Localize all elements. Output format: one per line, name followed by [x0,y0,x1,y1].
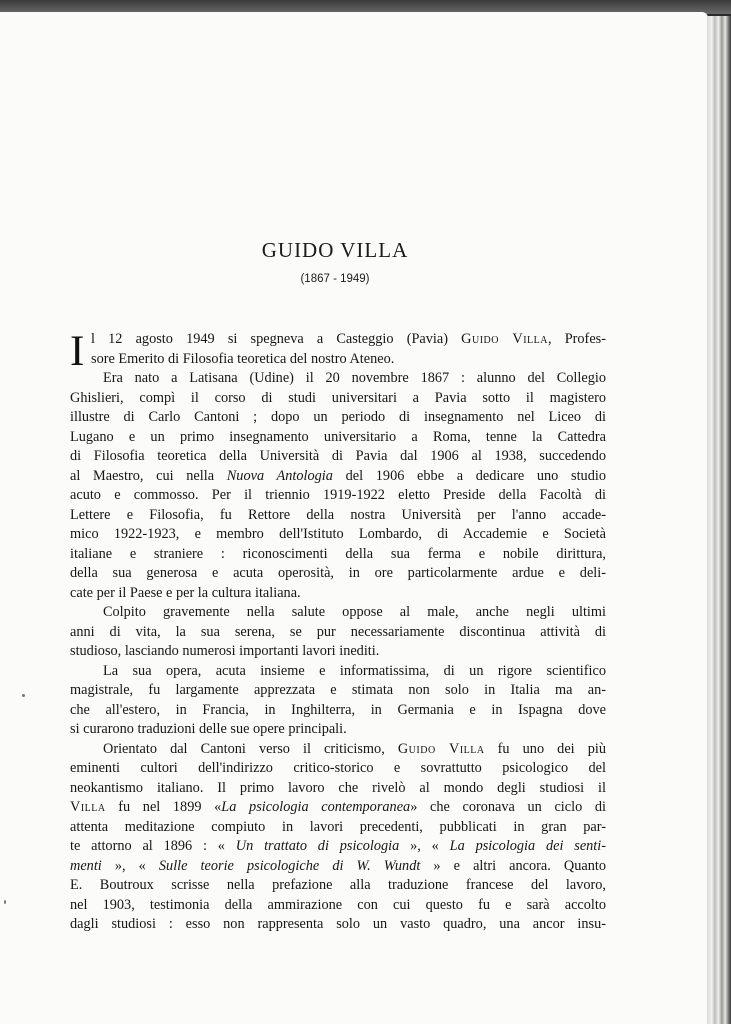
text-line [70,896,606,916]
text-segment: » e altri ancora. Quanto [420,857,607,874]
italic-title: La psicologia dei senti- [449,838,607,854]
text-segment: La sua opera, acuta insieme e informatissima, di un rigore scientifico [103,662,606,679]
text-segment: neokantismo italiano. Il primo lavoro che rivelò al mondo degli studiosi il [70,779,606,796]
author-name: Villa [70,799,106,815]
text-segment: , Profes- [547,331,606,347]
text-segment: attenta meditazione compiuto in lavori precedenti, pubblicati in gran par- [70,818,606,835]
text-segment: al Maestro, cui nella [70,467,227,484]
text-line [70,701,606,721]
text-line [70,369,606,389]
text-segment: si curarono traduzioni delle sue opere principali. [70,721,347,737]
text-segment: di Filosofia teoretica della Università di Pavia dal 1906 al 1938, succedendo [70,448,606,464]
text-line [70,857,606,877]
text-segment: anni di vita, la sua serena, se pur necessariamente discontinua attività di [70,623,606,640]
italic-title: Sulle teorie psicologiche di W. Wundt [158,857,421,874]
text-segment: Orientato dal Cantoni verso il criticismo, [103,740,398,757]
text-line [70,506,606,526]
text-line [70,486,606,506]
text-line [70,915,606,935]
drop-cap: I [70,328,85,375]
text-segment: » che coronava un ciclo di [410,799,607,815]
text-segment: della sua generosa e acuta operosità, in ore particolarmente ardue e deli- [70,565,606,581]
scan-speck [22,694,25,697]
text-line [70,623,606,643]
text-line [70,876,606,896]
text-line [70,681,606,701]
text-segment: Ghislieri, compì il corso di studi universitari a Pavia sotto il magistero [70,389,606,406]
text-line [70,564,606,584]
article-dates: (1867 - 1949) [300,273,370,285]
text-segment: del 1906 ebbe a dedicare uno studio [332,467,606,484]
text-segment: acuto e commosso. Per il triennio 1919-1922 eletto Preside della Facoltà di [70,487,606,503]
text-line [70,662,606,682]
article-title: GUIDO VILLA [261,238,409,262]
text-line [70,447,606,467]
text-segment: te attorno al 1896 : « [70,838,236,854]
text-line [70,603,606,623]
text-line [70,545,606,565]
text-line [70,642,606,662]
text-segment: mico 1922-1923, e membro dell'Istituto Lombardo, di Accademie e Società [70,526,606,542]
text-segment: magistrale, fu largamente apprezzata e stimata non solo in Italia ma an- [70,682,606,698]
text-line [70,779,606,799]
text-line [70,759,606,779]
article-body [70,330,606,935]
text-line [70,720,606,740]
author-name: Guido Villa [397,740,485,757]
text-segment: eminenti cultori dell'indirizzo critico-storico e sovrattutto psicologico del [70,760,606,776]
italic-title: Nuova Antologia [226,467,333,484]
italic-title: menti [70,857,102,874]
text-segment: E. Boutroux scrisse nella prefazione alla traduzione francese del lavoro, [70,877,606,893]
italic-title: La psicologia contemporanea [221,799,411,815]
author-name: Guido Villa [461,331,548,347]
text-line [70,818,606,838]
text-segment: nel 1903, testimonia della ammirazione con cui questo fu e sarà accolto [70,896,606,913]
text-line [70,408,606,428]
text-line [70,330,606,350]
text-line [70,467,606,487]
text-line [70,428,606,448]
text-line [70,837,606,857]
text-segment: Lettere e Filosofia, fu Rettore della nostra Università per l'anno accade- [70,506,606,523]
text-segment: italiane e straniere : riconoscimenti della sua ferma e nobile dirittura, [70,545,606,562]
text-segment: fu uno dei più [484,740,606,757]
text-segment: fu nel 1899 « [105,799,222,815]
text-segment: cate per il Paese e per la cultura italiana. [70,584,301,601]
text-segment: Era nato a Latisana (Udine) il 20 novembre 1867 : alunno del Collegio [103,370,606,386]
text-segment: », « [399,838,450,854]
text-segment: Lugano e un primo insegnamento universitario a Roma, tenne la Cattedra [70,428,606,445]
text-segment: dagli studiosi : esso non rappresenta solo un vasto quadro, una ancor insu- [70,916,606,932]
text-segment: Colpito gravemente nella salute oppose al male, anche negli ultimi [103,604,606,620]
text-line [70,525,606,545]
text-segment: l 12 agosto 1949 si spegneva a Casteggio (Pavia) [91,331,462,347]
text-line [70,389,606,409]
book-page-edges [707,16,731,1024]
text-segment: sore Emerito di Filosofia teoretica del nostro Ateneo. [91,350,395,367]
text-line [70,740,606,760]
scan-speck [4,900,6,904]
italic-title: Un trattato di psicologia [235,838,400,854]
text-segment: studioso, lasciando numerosi importanti lavori inediti. [70,643,380,659]
text-line [70,798,606,818]
text-segment: illustre di Carlo Cantoni ; dopo un periodo di insegnamento nel Liceo di [70,409,606,425]
text-segment: », « [101,857,159,874]
text-line [70,350,606,370]
text-line [70,584,606,604]
text-segment: che all'estero, in Francia, in Inghilterra, in Germania e in Ispagna dove [70,701,606,718]
